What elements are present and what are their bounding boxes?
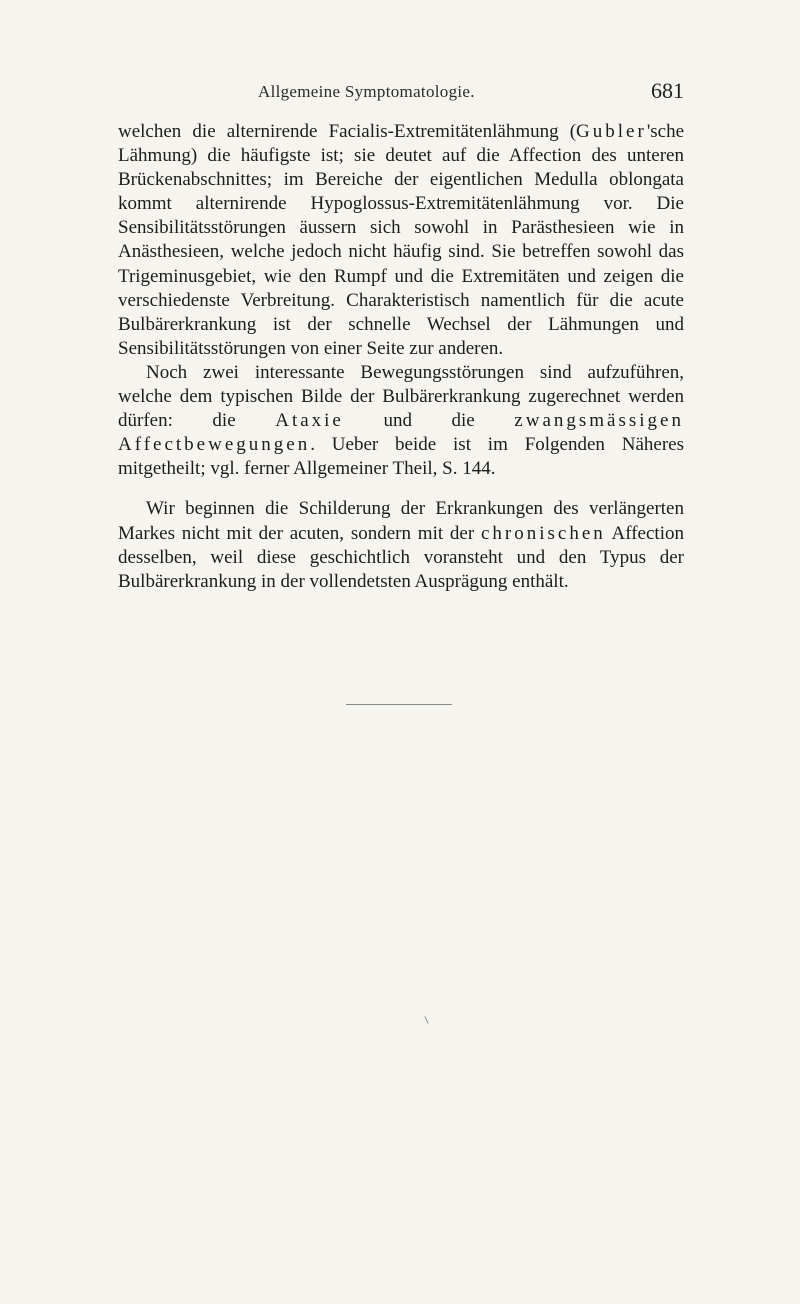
paragraph-1-emphasis-gubler: Gubler bbox=[576, 121, 647, 142]
page-header bbox=[118, 78, 684, 108]
running-title: Allgemeine Symptomatologie. bbox=[258, 82, 475, 101]
paragraph-3 bbox=[118, 497, 684, 593]
paragraph-2-text-b: und die bbox=[343, 410, 515, 432]
paragraph-2-emphasis-affectbewegungen: zwangsmässigen Affectbewegungen bbox=[118, 410, 684, 456]
body-text bbox=[118, 120, 684, 594]
section-end-rule bbox=[346, 704, 452, 705]
paragraph-3-emphasis-chronischen: chronischen bbox=[480, 522, 606, 544]
paragraph-1 bbox=[118, 120, 684, 361]
paragraph-1-text-a: welchen die alternirende Facialis-Extremitätenlähmung ( bbox=[118, 121, 577, 142]
paragraph-2-emphasis-ataxie: Ataxie bbox=[275, 410, 344, 432]
paragraph-2 bbox=[118, 361, 684, 481]
paper-speck bbox=[424, 1016, 428, 1024]
paragraph-3-text-a: Wir beginnen die Schilderung der Erkrankungen des verlängerten Markes nicht mit der acuten, sondern mit der bbox=[118, 498, 684, 544]
paragraph-1-text-b: 'sche Lähmung) die häufigste ist; sie deutet auf die Affection des unteren Brückenabschnittes; im Bereiche der eigentlichen Medulla oblongata kommt alternirende Hypoglossus-Extremitätenlähmung vor. Die Sensibilitätsstörungen äussern sich sowohl in Parästhesieen wie in Anästhesieen, welche jedoch nicht häufig sind. Sie betreffen sowohl das Trigeminusgebiet, wie den Rumpf und die Extremitäten und zeigen die verschiedenste Verbreitung. Charakteristisch namentlich für die acute Bulbärerkrankung ist der schnelle Wechsel der Lähmungen und Sensibilitätsstörungen von einer Seite zur anderen. bbox=[118, 121, 684, 359]
page-number: 681 bbox=[651, 78, 684, 103]
paragraph-3-text-b: Affection desselben, weil diese geschichtlich voransteht und den Typus der Bulbärerkrankung in der vollendetsten Ausprägung enthält. bbox=[118, 522, 684, 592]
paragraph-2-text-a: Noch zwei interessante Bewegungsstörungen sind aufzuführen, welche dem typischen Bilde der Bulbärerkrankung zugerechnet werden dürfen: die bbox=[118, 361, 684, 432]
paragraph-2-text-c: . Ueber beide ist im Folgenden Näheres mitgetheilt; vgl. ferner Allgemeiner Theil, S. 144. bbox=[118, 434, 684, 480]
